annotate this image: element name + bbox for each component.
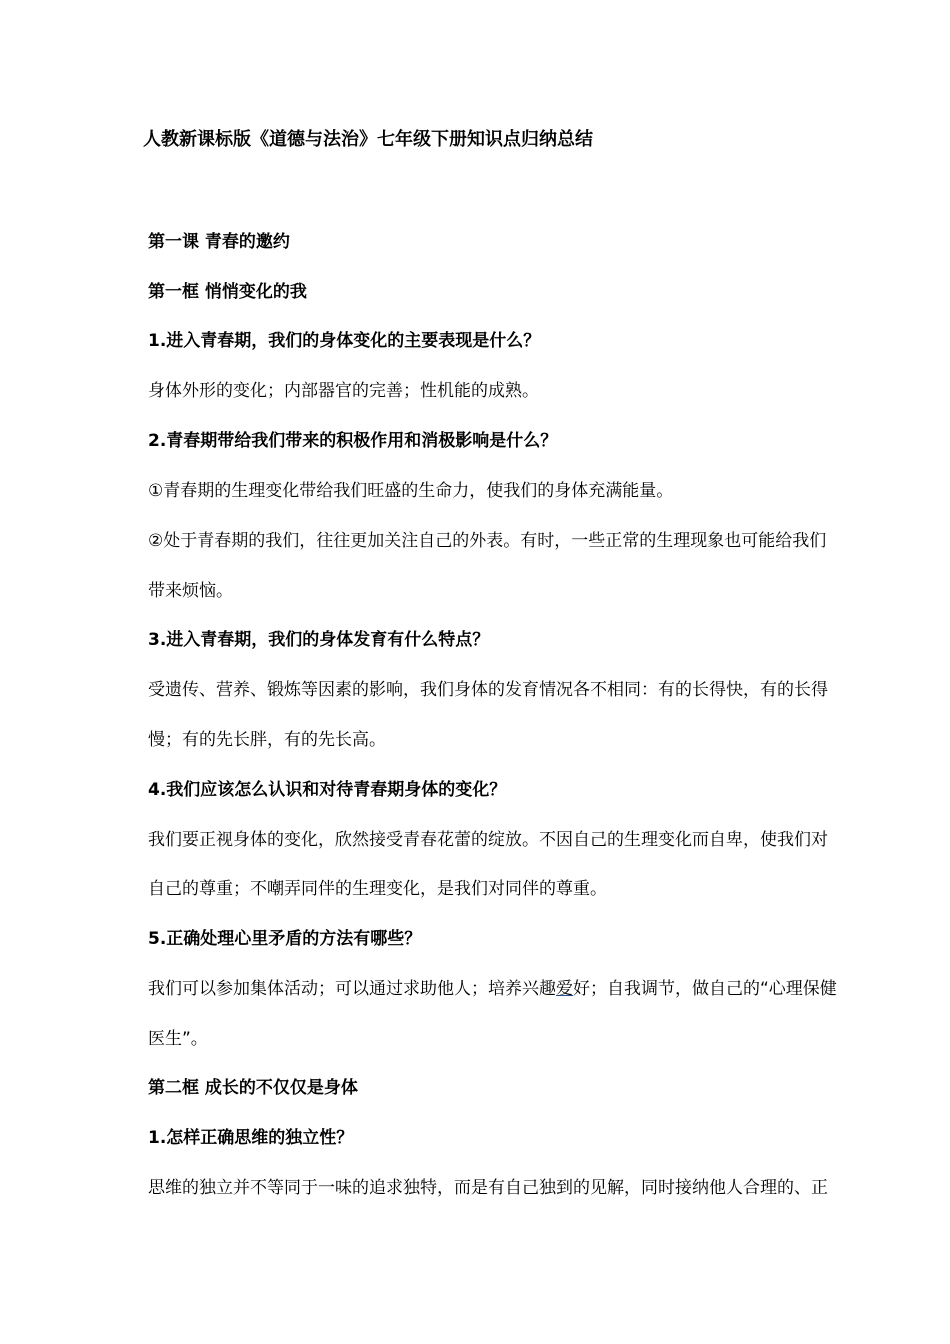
answer-text: 受遗传、营养、锻炼等因素的影响，我们身体的发育情况各不相同：有的长得快，有的长得 [148, 680, 828, 700]
answer-text: ①青春期的生理变化带给我们旺盛的生命力，使我们的身体充满能量。 [148, 481, 674, 501]
question-heading: 4.我们应该怎么认识和对待青春期身体的变化？ [148, 780, 507, 800]
answer-text [148, 976, 928, 1002]
answer-text: 自己的尊重；不嘲弄同伴的生理变化，是我们对同伴的尊重。 [148, 879, 607, 899]
answer-text: 慢；有的先长胖，有的先长高。 [148, 730, 386, 750]
document-title: 人教新课标版《道德与法治》七年级下册知识点归纳总结 [143, 129, 593, 150]
answer-text: 我们要正视身体的变化，欣然接受青春花蕾的绽放。不因自己的生理变化而自卑，使我们对 [148, 830, 828, 850]
answer-text: 身体外形的变化；内部器官的完善；性机能的成熟。 [148, 381, 539, 401]
answer-text: 带来烦恼。 [148, 581, 233, 601]
answer-text: 思维的独立并不等同于一味的追求独特，而是有自己独到的见解，同时接纳他人合理的、正 [148, 1178, 828, 1198]
lesson-heading: 第一课 青春的邀约 [148, 232, 290, 252]
question-heading: 1.怎样正确思维的独立性？ [148, 1128, 354, 1148]
question-heading: 1.进入青春期，我们的身体变化的主要表现是什么？ [148, 331, 541, 351]
section-heading: 第二框 成长的不仅仅是身体 [148, 1078, 358, 1098]
question-heading: 5.正确处理心里矛盾的方法有哪些？ [148, 929, 422, 949]
answer-text-segment: 好；自我调节，做自己的“心理保健 [573, 979, 837, 999]
underlined-word: 爱 [556, 979, 573, 999]
question-heading: 3.进入青春期，我们的身体发育有什么特点？ [148, 630, 490, 650]
answer-text-segment: 我们可以参加集体活动；可以通过求助他人；培养兴趣 [148, 979, 556, 999]
answer-text: 医生”。 [148, 1029, 208, 1049]
question-heading: 2.青春期带给我们带来的积极作用和消极影响是什么？ [148, 431, 558, 451]
answer-text: ②处于青春期的我们，往往更加关注自己的外表。有时，一些正常的生理现象也可能给我们 [148, 531, 827, 551]
section-heading: 第一框 悄悄变化的我 [148, 282, 307, 302]
